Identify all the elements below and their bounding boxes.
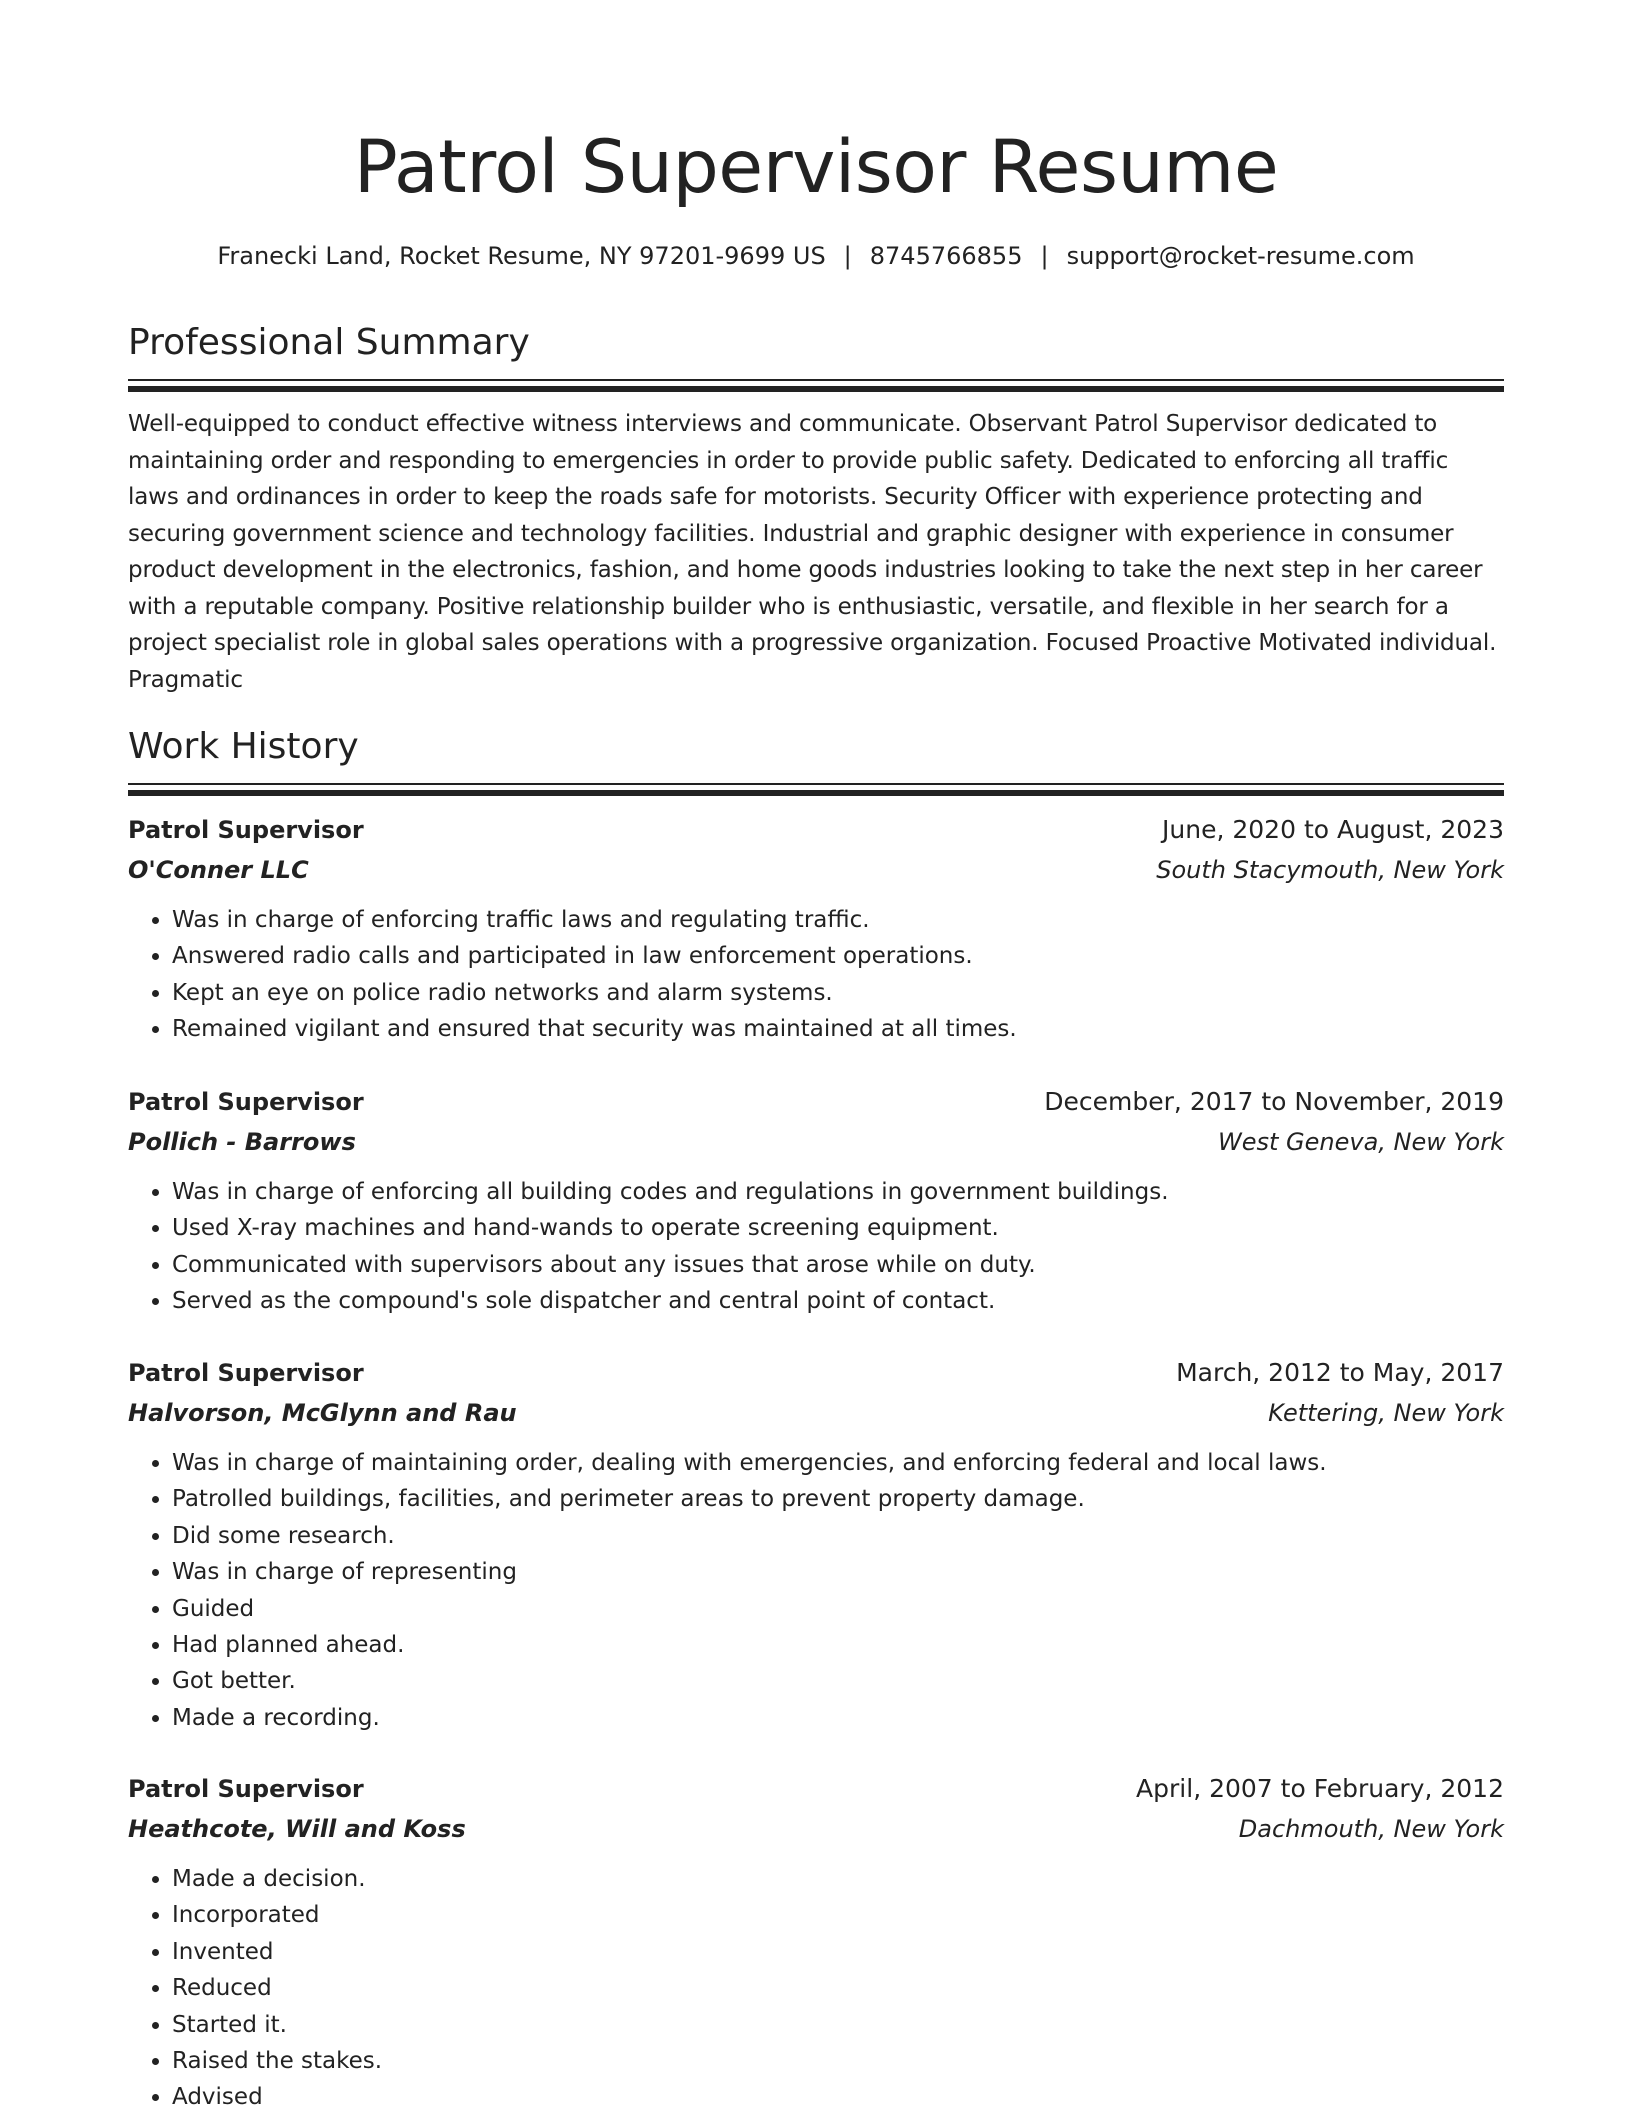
list-item: • Got better.: [172, 1663, 1504, 1699]
contact-separator: |: [843, 242, 852, 270]
list-item: • Guided: [172, 1591, 1504, 1627]
job-dates: March, 2012 to May, 2017: [1176, 1358, 1504, 1387]
summary-text: Well-equipped to conduct effective witness interviews and communicate. Observant Patrol Supervisor dedicated to maintaining order and responding to emergencies in order to provide public safety. Dedicated to enforcing all traffic laws and ordinances in order to keep the roads safe for motorists. Security Officer with experience protecting and securing government science and technology facilities. Industrial and graphic designer with experience in consumer product development in the electronics, fashion, and home goods industries looking to take the next step in her career with a reputable company. Positive relationship builder who is enthusiastic, versatile, and flexible in her search for a project specialist role in global sales operations with a progressive organization. Focused Proactive Motivated individual. Pragmatic: [128, 411, 1497, 693]
list-item: • Made a decision.: [172, 1861, 1504, 1897]
job-duties-list: [128, 1861, 1504, 2116]
contact-line: [128, 236, 1504, 276]
job-title: Patrol Supervisor: [128, 1359, 364, 1387]
summary-section: [128, 318, 1504, 698]
job-location: South Stacymouth, New York: [1156, 856, 1504, 884]
contact-separator: |: [1040, 242, 1049, 270]
list-item: • Remained vigilant and ensured that security was maintained at all times.: [172, 1011, 1504, 1047]
contact-email: support@rocket-resume.com: [1066, 242, 1415, 270]
list-item: • Did some research.: [172, 1518, 1504, 1554]
section-divider: [128, 379, 1504, 381]
job-entry: [128, 1353, 1504, 1736]
list-item: • Started it.: [172, 2007, 1504, 2043]
job-company: Pollich - Barrows: [128, 1128, 356, 1156]
list-item: • Patrolled buildings, facilities, and perimeter areas to prevent property damage.: [172, 1481, 1504, 1517]
list-item: • Was in charge of representing: [172, 1554, 1504, 1590]
job-location: Dachmouth, New York: [1238, 1815, 1504, 1843]
list-item: • Was in charge of maintaining order, dealing with emergencies, and enforcing federal and local laws.: [172, 1445, 1504, 1481]
job-entry: [128, 1082, 1504, 1320]
section-divider: [128, 783, 1504, 785]
job-title: Patrol Supervisor: [128, 816, 364, 844]
job-company: Heathcote, Will and Koss: [128, 1815, 466, 1843]
list-item: • Kept an eye on police radio networks and alarm systems.: [172, 975, 1504, 1011]
work-history-section: [128, 722, 1504, 796]
job-location: West Geneva, New York: [1218, 1128, 1504, 1156]
list-item: • Was in charge of enforcing all building codes and regulations in government buildings.: [172, 1174, 1504, 1210]
list-item: • Raised the stakes.: [172, 2043, 1504, 2079]
section-divider: [128, 790, 1504, 796]
job-duties-list: [128, 902, 1504, 1048]
list-item: • Communicated with supervisors about any issues that arose while on duty.: [172, 1247, 1504, 1283]
list-item: • Invented: [172, 1934, 1504, 1970]
section-divider: [128, 386, 1504, 392]
contact-phone: 8745766855: [869, 242, 1023, 270]
list-item: • Used X-ray machines and hand-wands to operate screening equipment.: [172, 1210, 1504, 1246]
job-duties-list: [128, 1174, 1504, 1320]
list-item: • Was in charge of enforcing traffic laws and regulating traffic.: [172, 902, 1504, 938]
job-company: O'Conner LLC: [128, 856, 309, 884]
job-dates: April, 2007 to February, 2012: [1136, 1774, 1504, 1803]
job-location: Kettering, New York: [1268, 1399, 1504, 1427]
resume-title: Patrol Supervisor Resume: [353, 125, 1279, 210]
job-title: Patrol Supervisor: [128, 1088, 364, 1116]
contact-address: Franecki Land, Rocket Resume, NY 97201-9699 US: [217, 242, 826, 270]
job-title: Patrol Supervisor: [128, 1775, 364, 1803]
list-item: • Incorporated: [172, 1897, 1504, 1933]
list-item: • Advised: [172, 2079, 1504, 2115]
list-item: • Made a recording.: [172, 1700, 1504, 1736]
job-entry: [128, 810, 1504, 1048]
list-item: • Answered radio calls and participated in law enforcement operations.: [172, 938, 1504, 974]
summary-heading: Professional Summary: [128, 322, 530, 363]
job-duties-list: [128, 1445, 1504, 1736]
list-item: • Reduced: [172, 1970, 1504, 2006]
job-dates: June, 2020 to August, 2023: [1162, 815, 1504, 844]
list-item: • Served as the compound's sole dispatcher and central point of contact.: [172, 1283, 1504, 1319]
job-company: Halvorson, McGlynn and Rau: [128, 1399, 517, 1427]
list-item: • Had planned ahead.: [172, 1627, 1504, 1663]
job-dates: December, 2017 to November, 2019: [1044, 1087, 1504, 1116]
work-history-heading: Work History: [128, 726, 359, 767]
job-entry: [128, 1769, 1504, 2116]
